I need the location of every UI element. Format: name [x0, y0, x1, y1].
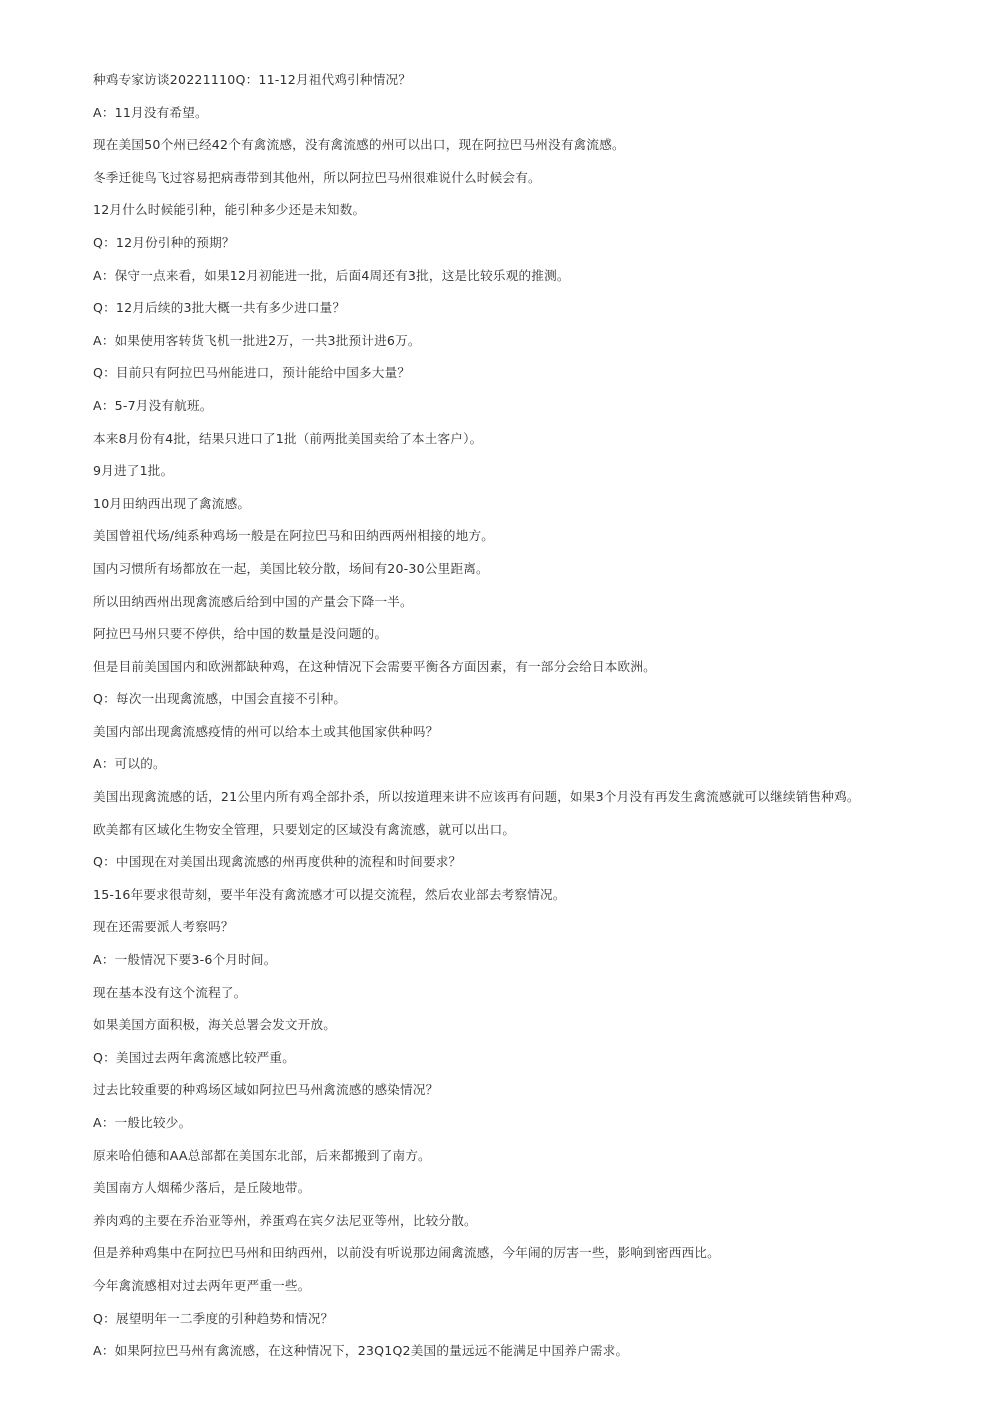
text-line: 美国内部出现禽流感疫情的州可以给本土或其他国家供种吗？	[93, 723, 439, 739]
text-line: 但是目前美国国内和欧洲都缺种鸡，在这种情况下会需要平衡各方面因素，有一部分会给日本欧洲。	[93, 658, 656, 674]
text-line: 国内习惯所有场都放在一起，美国比较分散，场间有20-30公里距离。	[93, 560, 489, 576]
text-line: A：可以的。	[93, 756, 166, 772]
text-line: 欧美都有区域化生物安全管理，只要划定的区域没有禽流感，就可以出口。	[93, 821, 516, 837]
text-line: 现在还需要派人考察吗？	[93, 919, 234, 935]
text-line: 养肉鸡的主要在乔治亚等州，养蛋鸡在宾夕法尼亚等州，比较分散。	[93, 1212, 477, 1228]
text-line: 美国曾祖代场/纯系种鸡场一般是在阿拉巴马和田纳西两州相接的地方。	[93, 528, 495, 544]
text-line: 9月进了1批。	[93, 463, 174, 479]
text-line: 所以田纳西州出现禽流感后给到中国的产量会下降一半。	[93, 593, 413, 609]
text-line: 过去比较重要的种鸡场区域如阿拉巴马州禽流感的感染情况？	[93, 1082, 439, 1098]
text-line: A：一般比较少。	[93, 1115, 192, 1130]
text-line: 如果美国方面积极，海关总署会发文开放。	[93, 1017, 337, 1033]
text-line: Q：目前只有阿拉巴马州能进口，预计能给中国多大量？	[93, 365, 411, 381]
text-line: A：如果使用客转货飞机一批进2万，一共3批预计进6万。	[93, 332, 421, 348]
text-line: A：保守一点来看，如果12月初能进一批，后面4周还有3批，这是比较乐观的推测。	[93, 267, 570, 283]
text-line: 阿拉巴马州只要不停供，给中国的数量是没问题的。	[93, 626, 388, 642]
text-line: A：11月没有希望。	[93, 104, 208, 120]
document-title-line: 种鸡专家访谈20221110Q：11-12月祖代鸡引种情况？	[93, 72, 412, 87]
text-line: Q：12月后续的3批大概一共有多少进口量？	[93, 300, 346, 316]
text-line: Q：展望明年一二季度的引种趋势和情况？	[93, 1310, 334, 1326]
text-line: 现在美国50个州已经42个有禽流感，没有禽流感的州可以出口，现在阿拉巴马州没有禽流感。	[93, 137, 625, 153]
text-line: 冬季迁徙鸟飞过容易把病毒带到其他州，所以阿拉巴马州很难说什么时候会有。	[93, 169, 541, 185]
text-line: 12月什么时候能引种，能引种多少还是未知数。	[93, 202, 366, 218]
text-line: Q：美国过去两年禽流感比较严重。	[93, 1049, 296, 1065]
document-body	[93, 70, 973, 1374]
text-line: 原来哈伯德和AA总部都在美国东北部，后来都搬到了南方。	[93, 1147, 431, 1163]
text-line: Q：12月份引种的预期？	[93, 234, 235, 250]
text-line: 美国南方人烟稀少落后，是丘陵地带。	[93, 1180, 311, 1196]
text-line: 10月田纳西出现了禽流感。	[93, 495, 251, 511]
text-line: 美国出现禽流感的话，21公里内所有鸡全部扑杀，所以按道理来讲不应该再有问题，如果3个月没有再发生禽流感就可以继续销售种鸡。	[93, 789, 860, 805]
text-line: A：一般情况下要3-6个月时间。	[93, 952, 277, 968]
text-line: A：5-7月没有航班。	[93, 397, 213, 413]
text-line: Q：每次一出现禽流感，中国会直接不引种。	[93, 691, 347, 707]
text-line: 本来8月份有4批，结果只进口了1批（前两批美国卖给了本土客户）。	[93, 430, 483, 446]
text-line: 今年禽流感相对过去两年更严重一些。	[93, 1277, 311, 1293]
text-line: 15-16年要求很苛刻，要半年没有禽流感才可以提交流程，然后农业部去考察情况。	[93, 886, 566, 902]
text-line: 但是养种鸡集中在阿拉巴马州和田纳西州，以前没有听说那边闹禽流感，今年闹的厉害一些，影响到密西西比。	[93, 1245, 720, 1261]
text-line: Q：中国现在对美国出现禽流感的州再度供种的流程和时间要求？	[93, 854, 462, 870]
text-line: 现在基本没有这个流程了。	[93, 984, 247, 1000]
text-line: A：如果阿拉巴马州有禽流感，在这种情况下，23Q1Q2美国的量远远不能满足中国养户需求。	[93, 1343, 629, 1359]
